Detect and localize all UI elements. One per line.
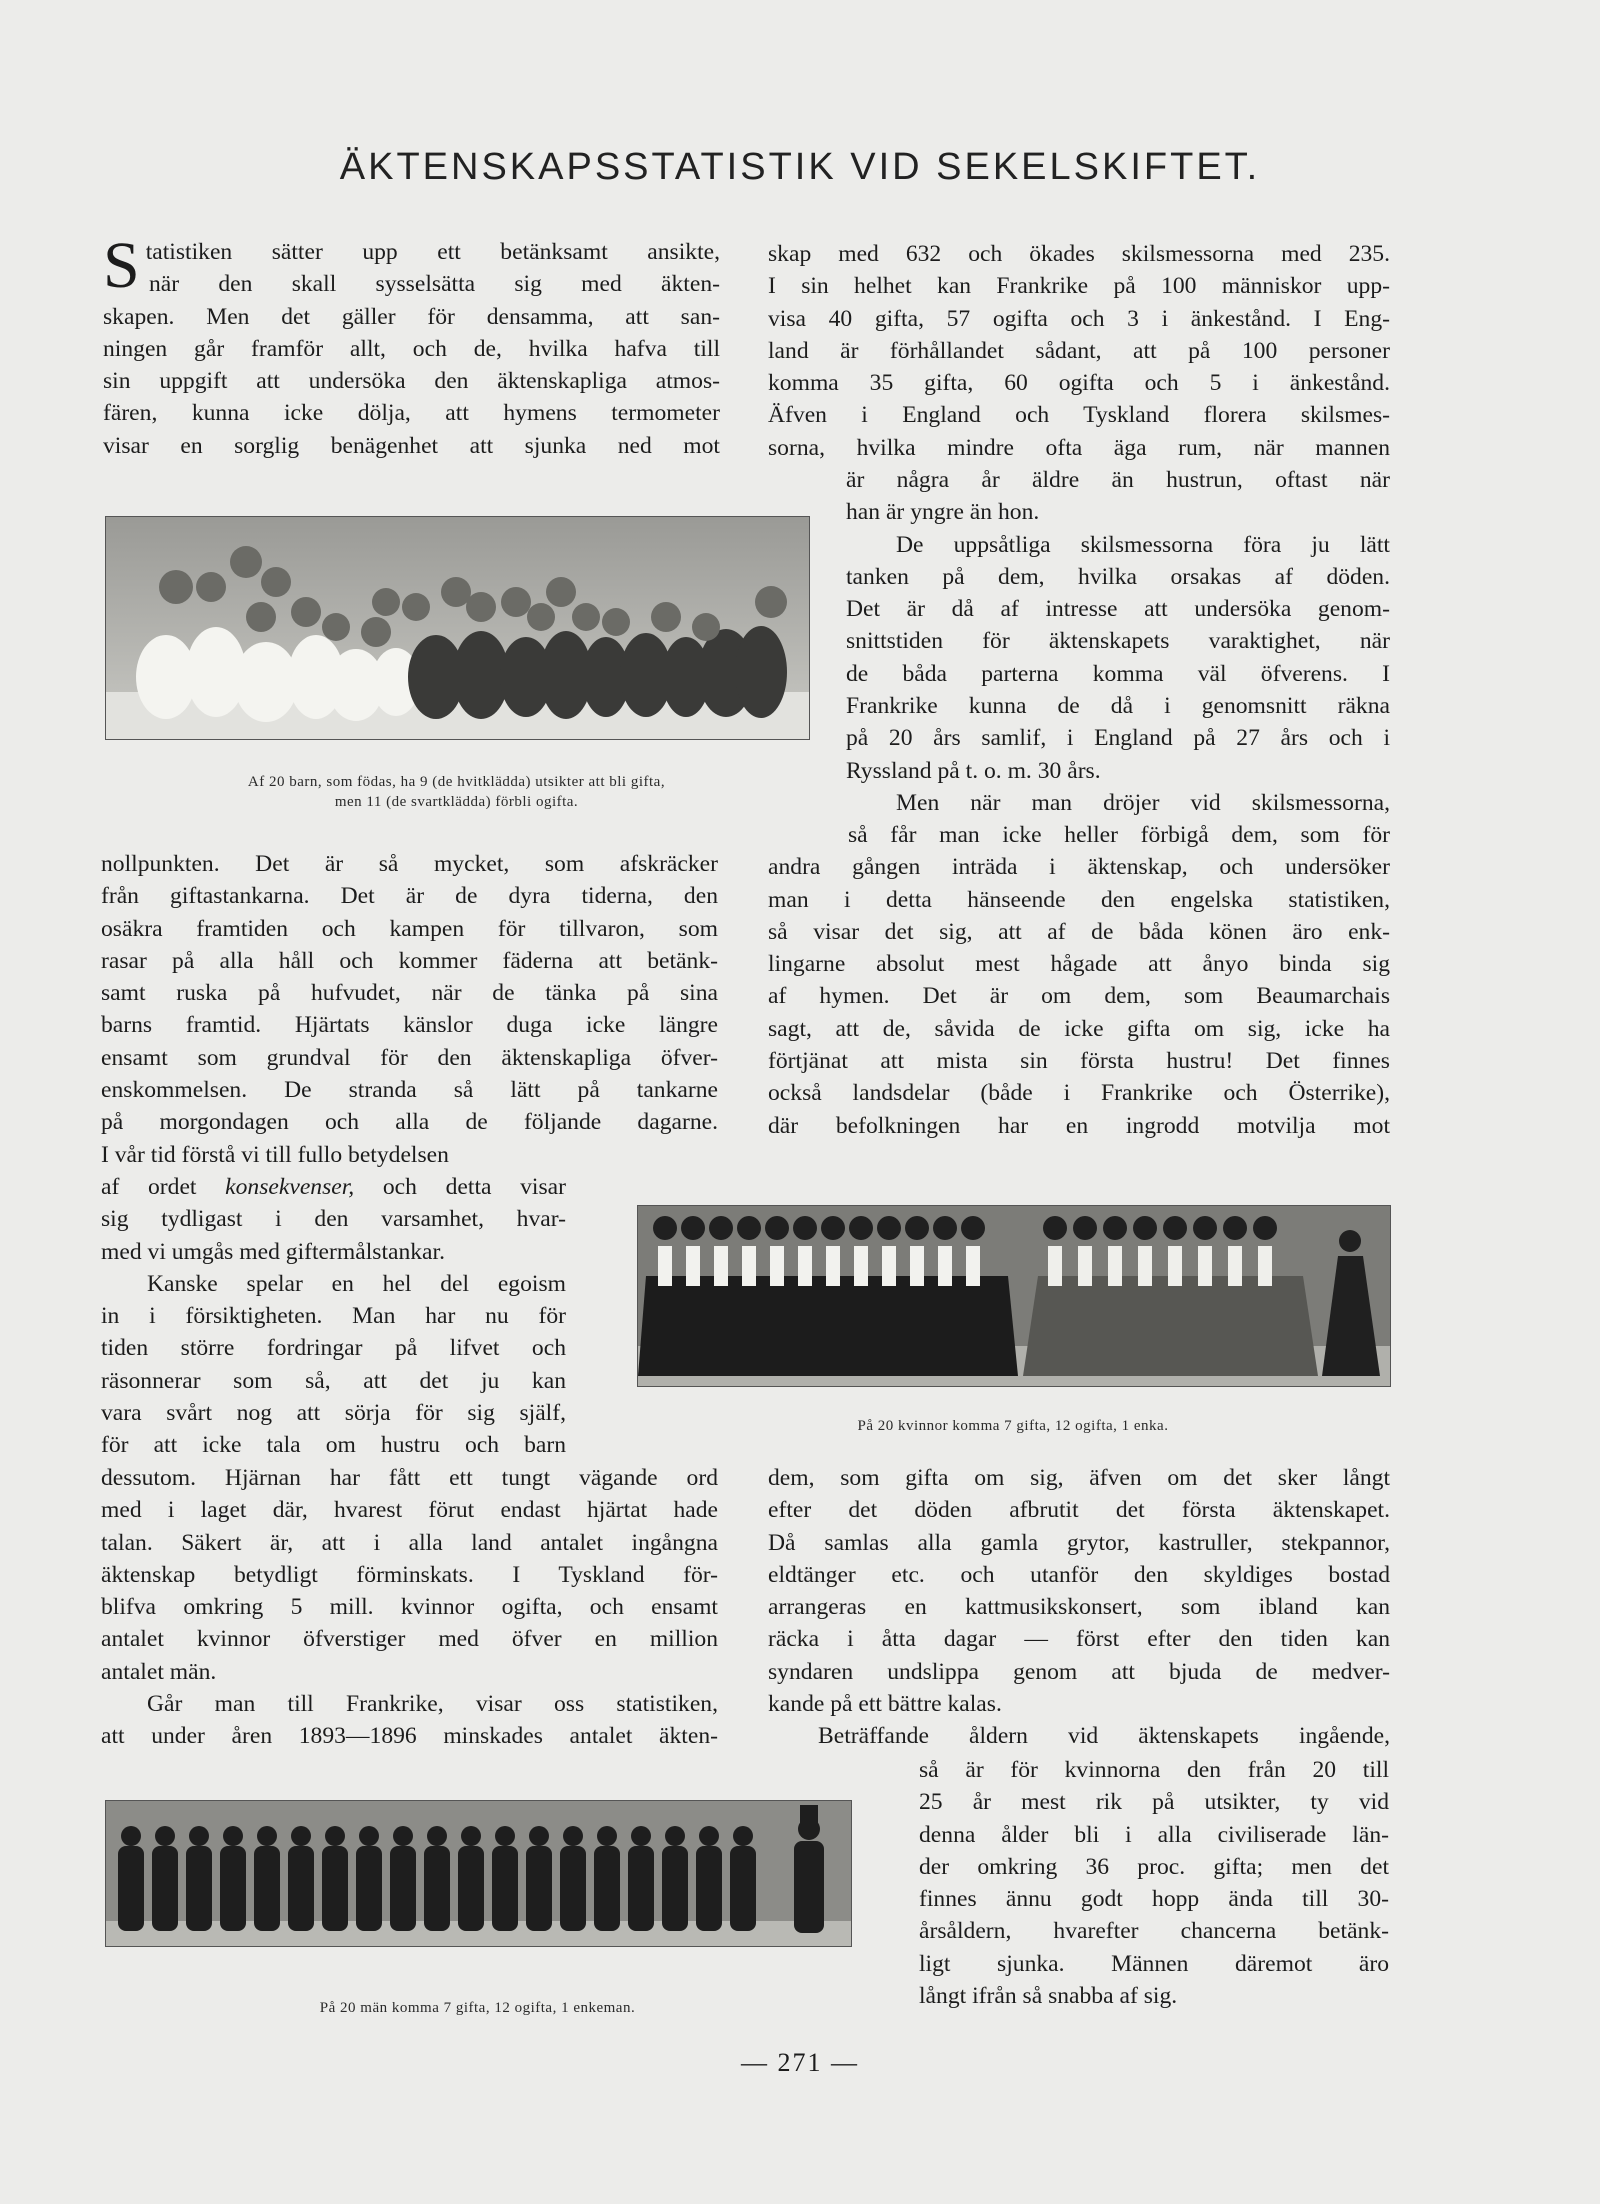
right-column-narrow xyxy=(846,464,1390,819)
text-line: årsåldern, hvarefter chancerna betänk- xyxy=(919,1918,1389,1945)
women-photo xyxy=(637,1205,1391,1387)
right-column-bottom xyxy=(768,1462,1390,1753)
text-fragment: af ordet xyxy=(101,1174,226,1200)
text-line: Frankrike kunna de då i genomsnitt räkna xyxy=(846,693,1390,720)
drop-cap: S xyxy=(103,229,140,302)
left-column-middle xyxy=(101,848,718,1171)
text-line: der omkring 36 proc. gifta; men det xyxy=(919,1853,1389,1880)
text-line: Det är då af intresse att undersöka genom- xyxy=(846,596,1390,623)
left-column-narrow xyxy=(101,1171,566,1462)
text-line: lingarne absolut mest hågade att ånyo binda sig xyxy=(768,951,1390,978)
text-line: enskommelsen. De stranda så lätt på tankarne xyxy=(101,1077,718,1104)
left-column-intro xyxy=(103,229,720,462)
text-line: Går man till Frankrike, visar oss statistiken, xyxy=(147,1691,718,1718)
text-line: Ryssland på t. o. m. 30 års. xyxy=(846,757,1101,784)
page-number: — 271 — xyxy=(741,2048,859,2077)
text-line: in i försiktigheten. Man har nu för xyxy=(101,1303,566,1330)
text-line: när den skall sysselsätta sig med äkten- xyxy=(149,271,720,298)
text-line: på morgondagen och alla de följande dagarne. xyxy=(101,1109,718,1136)
text-line: 25 år mest rik på utsikter, ty vid xyxy=(919,1789,1389,1816)
text-line: finnes ännu godt hopp ända till 30- xyxy=(919,1886,1389,1913)
text-line: I sin helhet kan Frankrike på 100 människor upp- xyxy=(768,273,1390,300)
text-line: kande på ett bättre kalas. xyxy=(768,1691,1002,1718)
text-line: denna ålder bli i alla civiliserade län- xyxy=(919,1821,1389,1848)
text-line: är några år äldre än hustrun, oftast när xyxy=(846,467,1390,493)
right-column-narrow-bottom xyxy=(919,1754,1389,2012)
text-line: talan. Säkert är, att i alla land antalet ingångna xyxy=(101,1529,718,1556)
text-line: snittstiden för äktenskapets varaktighet, när xyxy=(846,628,1390,655)
text-line: också landsdelar (både i Frankrike och Österrike), xyxy=(768,1080,1390,1107)
text-line: I vår tid förstå vi till fullo betydelsen xyxy=(101,1141,449,1168)
text-line: äktenskap betydligt förminskats. I Tyskland för- xyxy=(101,1561,718,1588)
text-line: land är förhållandet sådant, att på 100 personer xyxy=(768,337,1390,364)
text-line: visar en sorglig benägenhet att sjunka ned mot xyxy=(103,432,720,459)
men-photo xyxy=(105,1800,852,1947)
caption-line: Af 20 barn, som födas, ha 9 (de hvitklädda) utsikter att bli gifta, xyxy=(247,774,666,790)
text-line: vara svårt nog att sörja för sig själf, xyxy=(101,1400,566,1427)
text-line: skapen. Men det gäller för densamma, att san- xyxy=(103,303,720,330)
right-column-top xyxy=(768,238,1390,464)
text-line: så visar det sig, att af de båda könen äro enk- xyxy=(768,918,1390,945)
text-line: man i detta hänseende den engelska statistiken, xyxy=(768,886,1390,913)
text-line: ensamt som grundval för den äktenskapliga öfver- xyxy=(101,1044,718,1071)
text-line: Äfven i England och Tyskland florera skilsmes- xyxy=(768,402,1390,429)
text-line: han är yngre än hon. xyxy=(846,499,1040,526)
text-line: syndaren undslippa genom att bjuda de medver- xyxy=(768,1658,1390,1685)
text-line xyxy=(101,1171,566,1203)
text-line: samt ruska på hufvudet, när de tänka på sina xyxy=(101,980,718,1007)
women-photo-caption: På 20 kvinnor komma 7 gifta, 12 ogifta, 1 enka. xyxy=(857,1418,1169,1434)
text-line: rasar på alla håll och kommer fäderna att betänk- xyxy=(101,947,718,974)
text-line: för att icke tala om hustru och barn xyxy=(101,1432,566,1459)
text-line: Då samlas alla gamla grytor, kastruller, stekpannor, xyxy=(768,1529,1390,1556)
text-line: dem, som gifta om sig, äfven om det sker långt xyxy=(768,1465,1390,1491)
text-line: sin uppgift att undersöka den äktenskapliga atmos- xyxy=(103,368,720,395)
text-line: visa 40 gifta, 57 ogifta och 3 i änkestånd. I Eng- xyxy=(768,305,1390,332)
text-fragment: och detta visar xyxy=(354,1174,566,1200)
text-line: de båda parterna komma väl öfverens. I xyxy=(846,660,1390,687)
text-line: sig tydligast i den varsamhet, hvar- xyxy=(101,1206,566,1233)
children-photo-caption xyxy=(105,772,808,812)
text-line: tatistiken sätter upp ett betänksamt ansikte, xyxy=(145,239,720,265)
text-line: så är för kvinnorna den från 20 till xyxy=(919,1757,1389,1783)
text-line: dessutom. Hjärnan har fått ett tungt vägande ord xyxy=(101,1465,718,1491)
text-line: förtjänat att mista sin första hustru! Det finnes xyxy=(768,1048,1390,1075)
text-line: där befolkningen har en ingrodd motvilja mot xyxy=(768,1112,1390,1139)
text-line: andra gången inträda i äktenskap, och undersöker xyxy=(768,854,1390,881)
text-line: sorna, hvilka mindre ofta äga rum, när mannen xyxy=(768,434,1390,461)
women-photo-image xyxy=(638,1206,1390,1386)
text-line: tanken på dem, hvilka orsakas af döden. xyxy=(846,563,1390,590)
children-photo xyxy=(105,516,810,740)
text-line: Men när man dröjer vid skilsmessorna, xyxy=(896,789,1390,816)
text-line: af hymen. Det är om dem, som Beaumarchais xyxy=(768,983,1390,1010)
text-line: räcka i åtta dagar — först efter den tiden kan xyxy=(768,1626,1390,1653)
text-line: antalet män. xyxy=(101,1658,217,1685)
text-line: osäkra framtiden och kampen för tillvaron, som xyxy=(101,915,718,942)
text-line: barns framtid. Hjärtats känslor duga icke längre xyxy=(101,1012,718,1039)
text-line: ningen går framför allt, och de, hvilka hafva till xyxy=(103,335,720,362)
text-line: blifva omkring 5 mill. kvinnor ogifta, och ensamt xyxy=(101,1594,718,1621)
article-title: ÄKTENSKAPSSTATISTIK VID SEKELSKIFTET. xyxy=(339,146,1261,188)
text-line: De uppsåtliga skilsmessorna föra ju lätt xyxy=(896,531,1390,558)
text-line: ligt sjunka. Männen däremot äro xyxy=(919,1950,1389,1977)
text-line: med i laget där, hvarest förut endast hjärtat hade xyxy=(101,1497,718,1524)
text-line: skap med 632 och ökades skilsmessorna med 235. xyxy=(768,241,1390,267)
text-line: räsonnerar som så, att det ju kan xyxy=(101,1367,566,1394)
left-column-bottom xyxy=(101,1462,718,1753)
text-line: efter det döden afbrutit det första äktenskapet. xyxy=(768,1497,1390,1524)
text-line: med vi umgås med giftermålstankar. xyxy=(101,1238,445,1265)
text-line: Kanske spelar en hel del egoism xyxy=(147,1270,566,1297)
right-column-middle xyxy=(768,819,1390,1142)
text-line: så får man icke heller förbigå dem, som för xyxy=(848,822,1390,848)
text-line: att under åren 1893—1896 minskades antalet äkten- xyxy=(101,1723,718,1750)
text-line: eldtänger etc. och utanför den skyldiges bostad xyxy=(768,1561,1390,1588)
text-line: fären, kunna icke dölja, att hymens termometer xyxy=(103,400,720,427)
caption-line: men 11 (de svartklädda) förbli ogifta. xyxy=(334,794,579,810)
text-line: nollpunkten. Det är så mycket, som afskräcker xyxy=(101,851,718,877)
text-line: arrangeras en kattmusikskonsert, som ibland kan xyxy=(768,1594,1390,1621)
text-line: sagt, att de, såvida de icke gifta om sig, icke ha xyxy=(768,1015,1390,1042)
men-photo-caption: På 20 män komma 7 gifta, 12 ogifta, 1 enkeman. xyxy=(319,2000,636,2016)
text-line: på 20 års samlif, i England på 27 års och i xyxy=(846,725,1390,752)
men-photo-image xyxy=(106,1801,851,1946)
italic-word: konsekvenser, xyxy=(225,1174,355,1200)
text-line: långt ifrån så snabba af sig. xyxy=(919,1983,1178,2010)
text-line: Beträffande åldern vid äktenskapets ingående, xyxy=(818,1723,1390,1750)
text-line: antalet kvinnor öfverstiger med öfver en million xyxy=(101,1626,718,1653)
text-line: tiden större fordringar på lifvet och xyxy=(101,1335,566,1362)
text-line: från giftastankarna. Det är de dyra tiderna, den xyxy=(101,883,718,910)
children-photo-image xyxy=(106,517,809,739)
text-line: komma 35 gifta, 60 ogifta och 5 i änkestånd. xyxy=(768,370,1390,397)
